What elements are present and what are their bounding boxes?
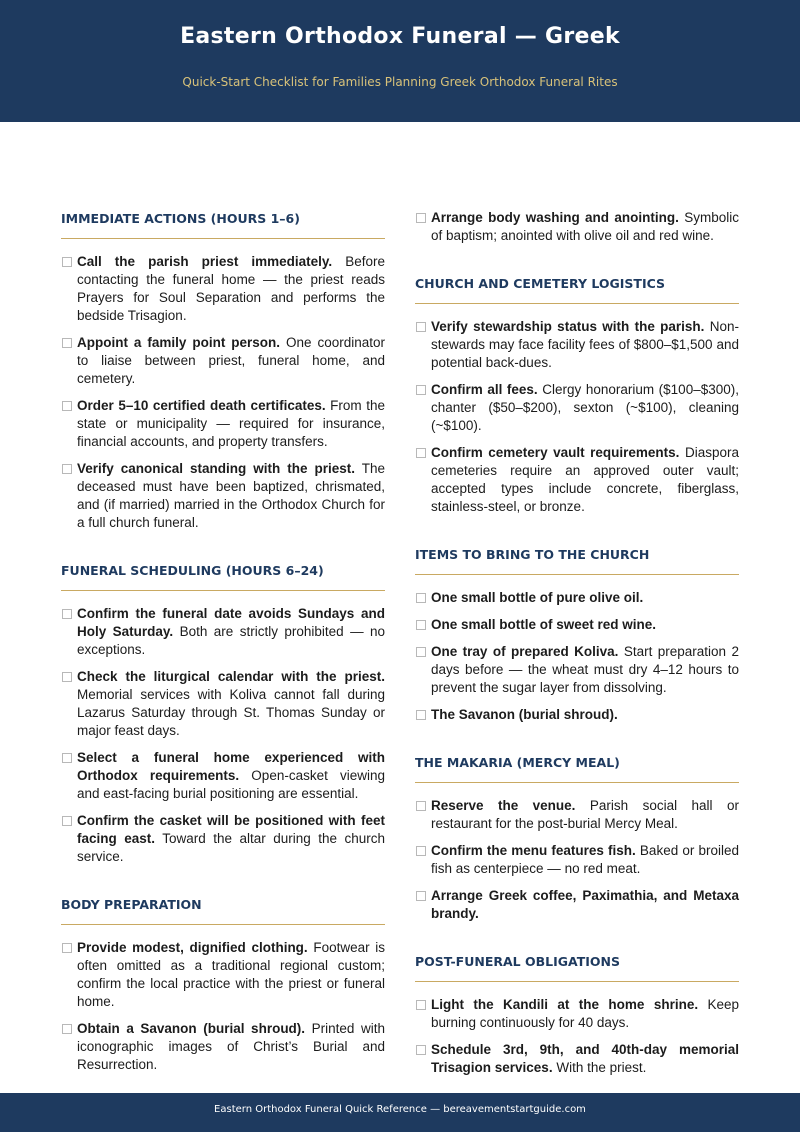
checklist-section: [415, 536, 739, 724]
checklist-section: [61, 200, 385, 532]
item-description: Before contacting the funeral home — the priest reads Prayers for Soul Separation and performs the bedside Trisagion.: [77, 254, 385, 323]
checklist-item: [415, 643, 739, 697]
section-title: BODY PREPARATION: [61, 886, 385, 925]
checklist-item: [415, 706, 739, 724]
section-title: IMMEDIATE ACTIONS (HOURS 1–6): [61, 200, 385, 239]
continued-items: [415, 200, 739, 245]
item-heading: One small bottle of pure olive oil.: [431, 590, 644, 605]
checklist-item: [61, 460, 385, 532]
item-heading: The Savanon (burial shroud).: [431, 707, 618, 722]
left-column: [61, 200, 385, 1094]
section-title: FUNERAL SCHEDULING (HOURS 6–24): [61, 552, 385, 591]
item-heading: Confirm the menu features fish.: [431, 843, 636, 858]
item-heading: Check the liturgical calendar with the priest.: [77, 669, 385, 684]
checklist-item: [61, 253, 385, 325]
item-description: Start preparation 2 days before — the wheat must dry 4–12 hours to prevent the sugar layer from dissolving.: [431, 644, 739, 695]
checkbox[interactable]: [416, 448, 426, 458]
checkbox[interactable]: [62, 816, 72, 826]
item-description: Non-stewards may face facility fees of $800–$1,500 and potential back-dues.: [431, 319, 740, 370]
section-title: CHURCH AND CEMETERY LOGISTICS: [415, 265, 739, 304]
checklist-item: [415, 589, 739, 607]
item-description: Diaspora cemeteries require an approved outer vault; accepted types include concrete, fiberglass, stainless-steel, or bronze.: [431, 445, 739, 514]
item-description: Toward the altar during the church service.: [77, 831, 386, 864]
checklist-item: [61, 668, 385, 740]
item-heading: Schedule 3rd, 9th, and 40th-day memorial Trisagion services.: [431, 1042, 739, 1075]
item-description: The deceased must have been baptized, chrismated, and (if married) married in the Orthodox Church for a full church funeral.: [77, 461, 385, 530]
page-header: [0, 0, 800, 122]
checkbox[interactable]: [416, 801, 426, 811]
checkbox[interactable]: [62, 338, 72, 348]
item-description: Footwear is often omitted as a traditional regional custom; confirm the local practice with the priest or funeral home.: [77, 940, 385, 1009]
checkbox[interactable]: [416, 1000, 426, 1010]
item-heading: Reserve the venue.: [431, 798, 576, 813]
checklist-section: [415, 943, 739, 1077]
item-description: From the state or municipality — required for insurance, financial accounts, and property transfers.: [77, 398, 385, 449]
item-heading: Confirm all fees.: [431, 382, 538, 397]
section-title: THE MAKARIA (MERCY MEAL): [415, 744, 739, 783]
checkbox[interactable]: [62, 1024, 72, 1034]
checklist-section: [415, 744, 739, 923]
item-description: Baked or broiled fish as centerpiece — no red meat.: [431, 843, 739, 876]
section-title: ITEMS TO BRING TO THE CHURCH: [415, 536, 739, 575]
checkbox[interactable]: [416, 1045, 426, 1055]
checklist-section: [61, 552, 385, 866]
checkbox[interactable]: [62, 464, 72, 474]
item-description: Parish social hall or restaurant for the post-burial Mercy Meal.: [431, 798, 739, 831]
checklist-item: [415, 381, 739, 435]
checkbox[interactable]: [416, 620, 426, 630]
checklist-item: [415, 209, 739, 245]
checklist-item: [61, 605, 385, 659]
item-heading: Provide modest, dignified clothing.: [77, 940, 308, 955]
checklist-item: [415, 797, 739, 833]
right-column: [415, 200, 739, 1097]
checkbox[interactable]: [416, 322, 426, 332]
checklist-item: [61, 812, 385, 866]
checklist-item: [415, 616, 739, 634]
checkbox[interactable]: [416, 710, 426, 720]
item-heading: Arrange body washing and anointing.: [431, 210, 679, 225]
section-title: POST-FUNERAL OBLIGATIONS: [415, 943, 739, 982]
checklist-item: [415, 842, 739, 878]
checklist-item: [61, 334, 385, 388]
checkbox[interactable]: [416, 891, 426, 901]
item-heading: Verify canonical standing with the priest.: [77, 461, 355, 476]
item-description: With the priest.: [552, 1060, 647, 1075]
item-heading: Confirm cemetery vault requirements.: [431, 445, 680, 460]
checklist-item: [61, 939, 385, 1011]
item-description: Keep burning continuously for 40 days.: [431, 997, 740, 1030]
item-heading: Obtain a Savanon (burial shroud).: [77, 1021, 306, 1036]
checkbox[interactable]: [416, 385, 426, 395]
checkbox[interactable]: [416, 593, 426, 603]
page-title: Eastern Orthodox Funeral — Greek: [180, 24, 620, 49]
checklist-section: [61, 886, 385, 1074]
item-heading: Select a funeral home experienced with Orthodox requirements.: [77, 750, 385, 783]
checklist-item: [415, 996, 739, 1032]
checkbox[interactable]: [62, 943, 72, 953]
item-description: Clergy honorarium ($100–$300), chanter ($50–$200), sexton (~$100), cleaning (~$100).: [431, 382, 739, 433]
checklist-item: [415, 318, 739, 372]
item-heading: Call the parish priest immediately.: [77, 254, 333, 269]
item-heading: One tray of prepared Koliva.: [431, 644, 619, 659]
page-subtitle: Quick-Start Checklist for Families Planning Greek Orthodox Funeral Rites: [182, 75, 618, 89]
checklist-item: [415, 887, 739, 923]
item-heading: Arrange Greek coffee, Paximathia, and Metaxa brandy.: [431, 888, 739, 921]
page-footer: Eastern Orthodox Funeral Quick Reference — bereavementstartguide.com: [0, 1093, 800, 1132]
item-description: Open-casket viewing and east-facing burial positioning are essential.: [77, 768, 386, 801]
checkbox[interactable]: [62, 401, 72, 411]
item-description: Both are strictly prohibited — no exceptions.: [77, 624, 385, 657]
checkbox[interactable]: [416, 846, 426, 856]
checklist-item: [415, 444, 739, 516]
checkbox[interactable]: [62, 609, 72, 619]
item-description: One coordinator to liaise between priest, funeral home, and cemetery.: [77, 335, 385, 386]
checkbox[interactable]: [62, 257, 72, 267]
item-heading: Confirm the funeral date avoids Sundays and Holy Saturday.: [77, 606, 385, 639]
checkbox[interactable]: [62, 753, 72, 763]
item-heading: Confirm the casket will be positioned with feet facing east.: [77, 813, 385, 846]
item-heading: Appoint a family point person.: [77, 335, 281, 350]
item-heading: Light the Kandili at the home shrine.: [431, 997, 699, 1012]
item-description: Symbolic of baptism; anointed with olive oil and red wine.: [431, 210, 739, 243]
checklist-item: [415, 1041, 739, 1077]
checkbox[interactable]: [62, 672, 72, 682]
item-heading: Order 5–10 certified death certificates.: [77, 398, 326, 413]
item-heading: One small bottle of sweet red wine.: [431, 617, 657, 632]
checklist-item: [61, 1020, 385, 1074]
checklist-item: [61, 749, 385, 803]
checklist-section: [415, 265, 739, 516]
checkbox[interactable]: [416, 213, 426, 223]
item-description: Printed with iconographic images of Christ’s Burial and Resurrection.: [77, 1021, 385, 1072]
item-heading: Verify stewardship status with the parish.: [431, 319, 705, 334]
checkbox[interactable]: [416, 647, 426, 657]
item-description: Memorial services with Koliva cannot fall during Lazarus Saturday through St. Thomas Sunday or major feast days.: [77, 687, 385, 738]
checklist-item: [61, 397, 385, 451]
